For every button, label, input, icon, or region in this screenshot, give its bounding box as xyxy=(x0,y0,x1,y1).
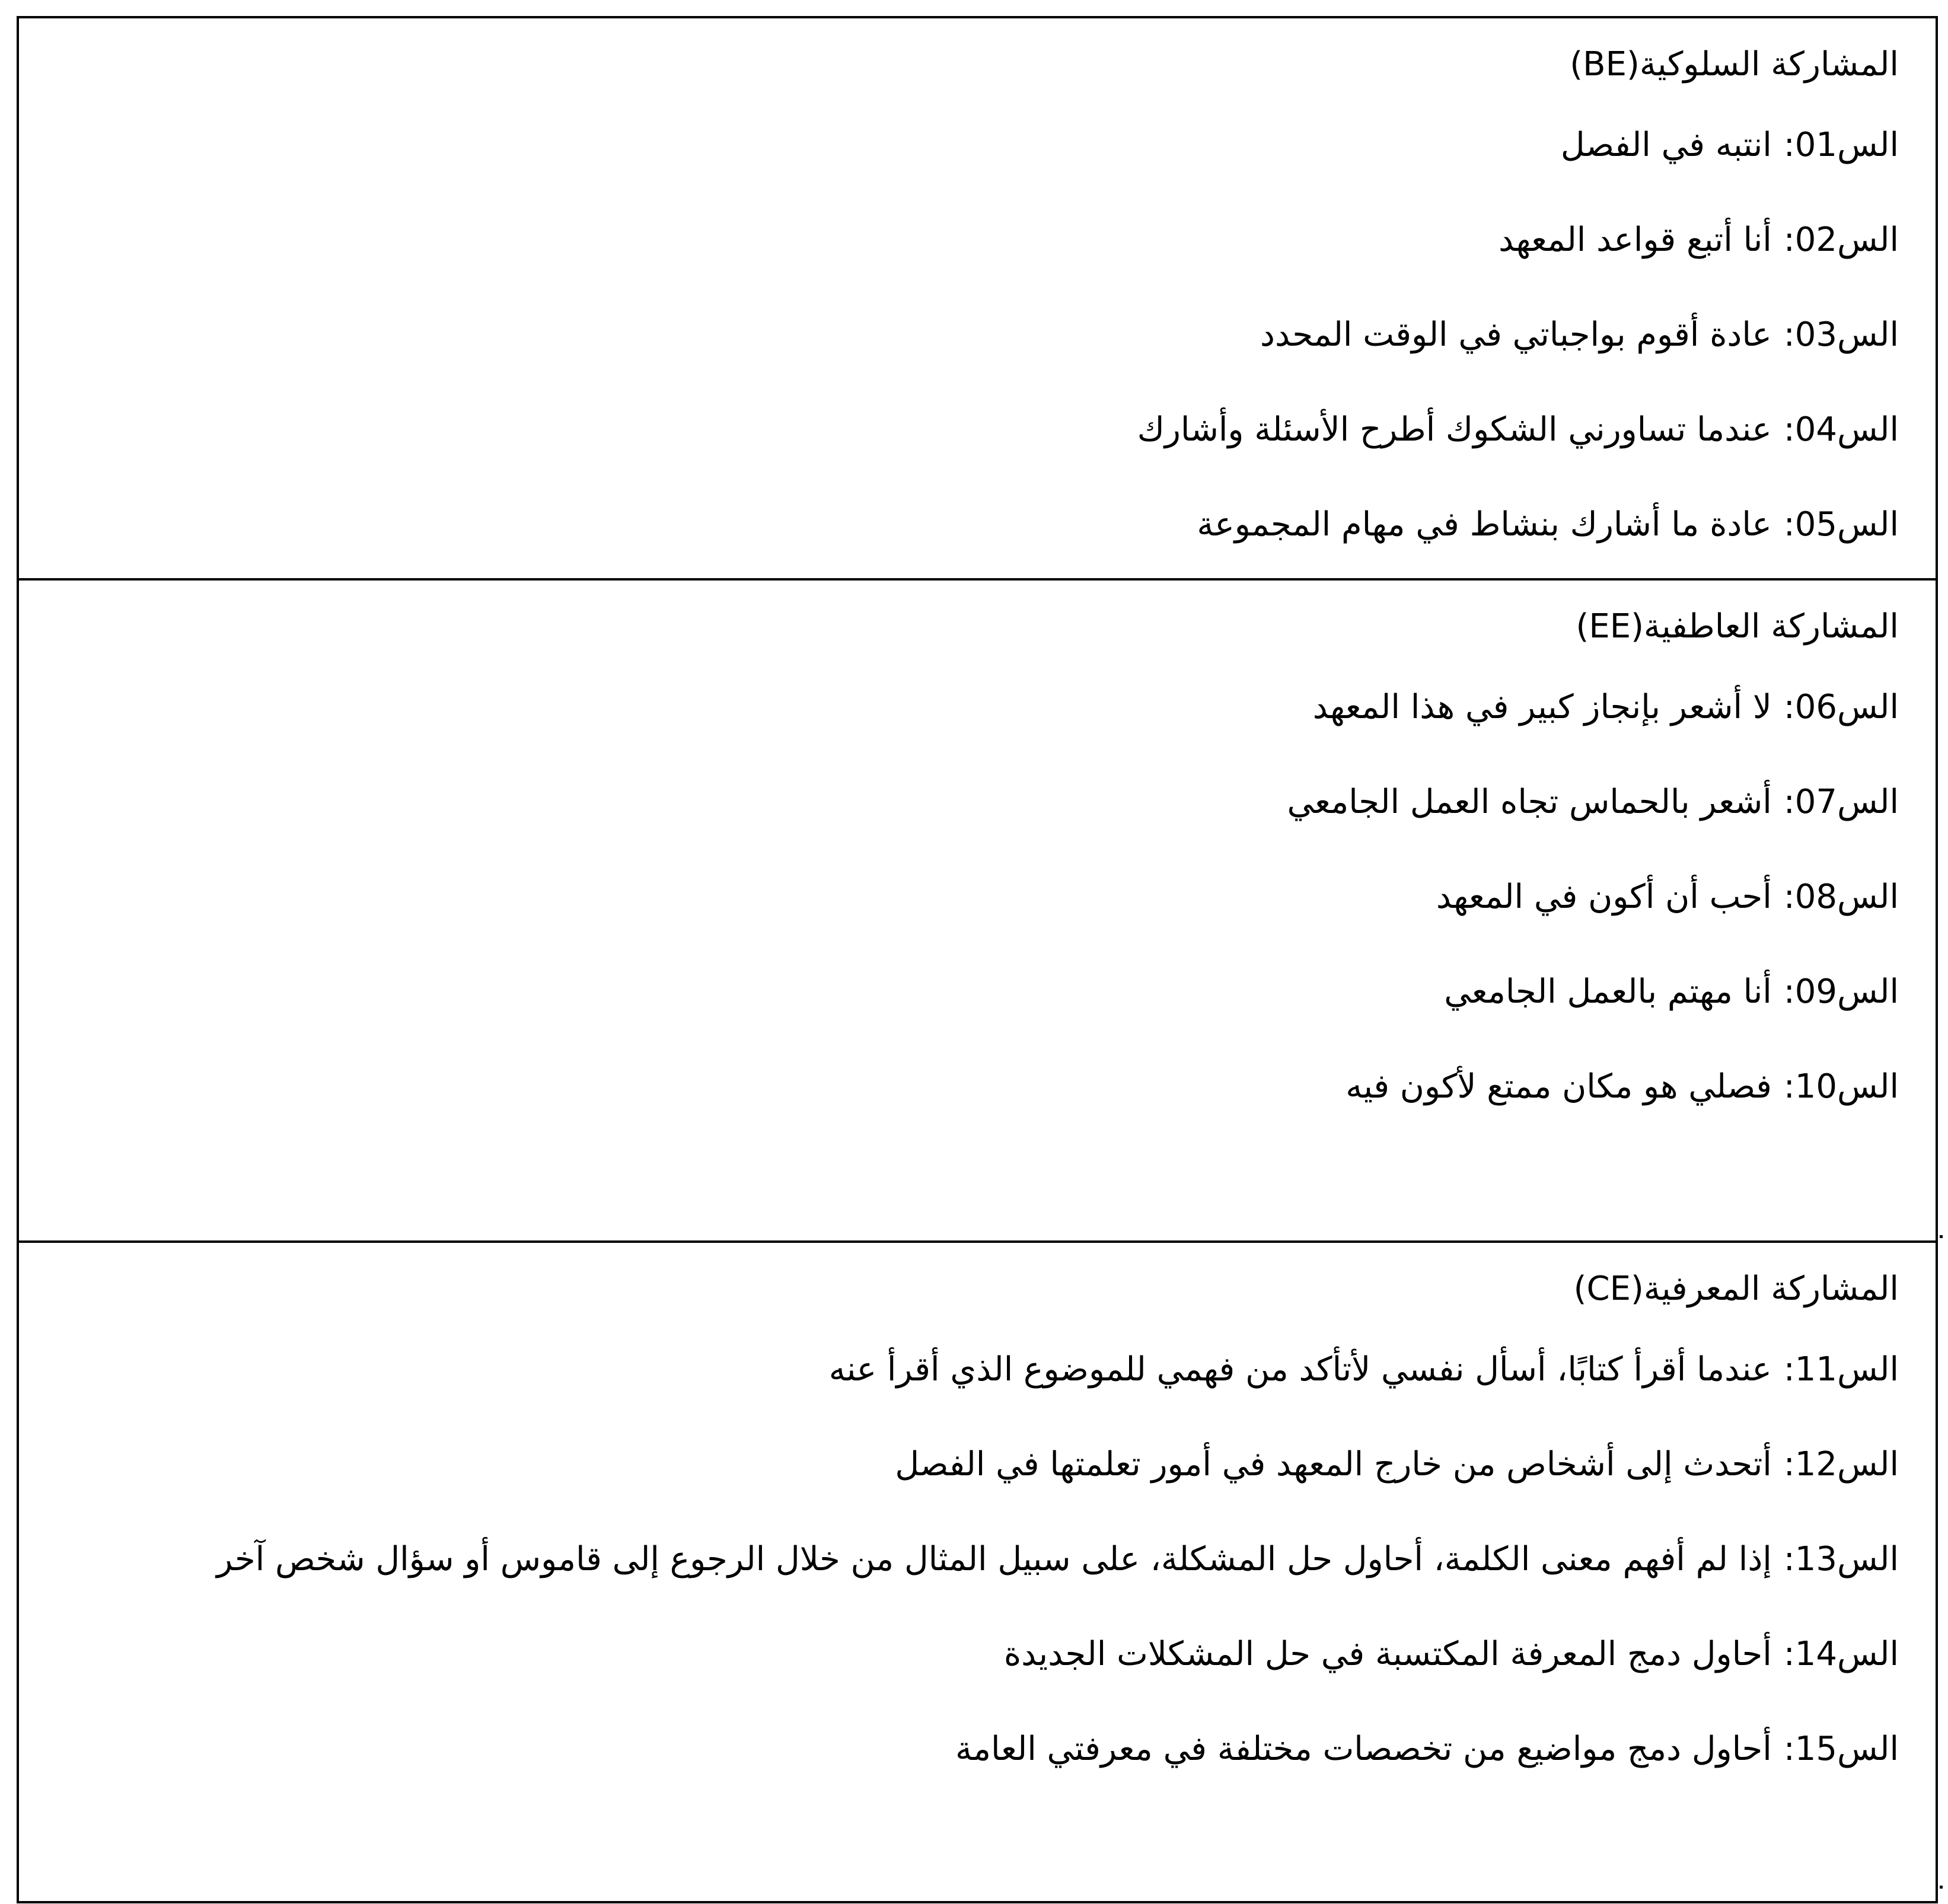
question-label: الس07: xyxy=(1783,783,1899,821)
section-title: المشاركة السلوكية(BE) xyxy=(1570,45,1899,84)
question-label: الس15: xyxy=(1783,1730,1899,1768)
question-label: الس12: xyxy=(1783,1445,1899,1484)
question-item xyxy=(37,850,1899,945)
section-title: المشاركة العاطفية(EE) xyxy=(1576,607,1899,646)
question-item xyxy=(37,1512,1899,1607)
question-item xyxy=(37,288,1899,382)
question-item xyxy=(37,1417,1899,1512)
question-item xyxy=(37,1702,1899,1797)
question-text: أحاول دمج مواضيع من تخصصات مختلفة في معرفتي العامة xyxy=(955,1730,1772,1768)
question-text: عادة ما أشارك بنشاط في مهام المجموعة xyxy=(1197,505,1772,544)
questionnaire-table xyxy=(17,16,1938,1903)
question-text: أنا مهتم بالعمل الجامعي xyxy=(1444,972,1772,1011)
question-label: الس09: xyxy=(1783,972,1899,1011)
question-label: الس10: xyxy=(1783,1067,1899,1106)
question-label: الس05: xyxy=(1783,505,1899,544)
question-text: أحب أن أكون في المعهد xyxy=(1436,878,1772,916)
question-item xyxy=(37,1322,1899,1417)
question-item xyxy=(37,193,1899,288)
question-label: الس01: xyxy=(1783,126,1899,164)
question-text: أشعر بالحماس تجاه العمل الجامعي xyxy=(1287,783,1772,821)
question-label: الس13: xyxy=(1783,1540,1899,1578)
question-item xyxy=(37,98,1899,193)
question-label: الس11: xyxy=(1783,1350,1899,1389)
stray-mark xyxy=(1940,1886,1943,1889)
question-item xyxy=(37,660,1899,755)
question-label: الس02: xyxy=(1783,221,1899,259)
question-label: الس04: xyxy=(1783,410,1899,449)
question-text: إذا لم أفهم معنى الكلمة، أحاول حل المشكلة، على سبيل المثال من خلال الرجوع إلى قاموس أو سؤال شخص آخر xyxy=(216,1540,1772,1578)
question-item xyxy=(37,477,1899,572)
question-text: أنا أتبع قواعد المعهد xyxy=(1499,221,1772,259)
question-label: الس08: xyxy=(1783,878,1899,916)
question-label: الس06: xyxy=(1783,688,1899,726)
question-text: عادة أقوم بواجباتي في الوقت المحدد xyxy=(1260,315,1772,354)
section-behavioral-engagement xyxy=(19,18,1936,578)
question-item xyxy=(37,945,1899,1039)
question-label: الس03: xyxy=(1783,315,1899,354)
stray-mark xyxy=(1940,1235,1943,1238)
question-label: الس14: xyxy=(1783,1635,1899,1673)
question-text: انتبه في الفصل xyxy=(1560,126,1772,164)
question-text: عندما أقرأ كتابًا، أسأل نفسي لأتأكد من فهمي للموضوع الذي أقرأ عنه xyxy=(828,1350,1772,1389)
question-text: أتحدث إلى أشخاص من خارج المعهد في أمور تعلمتها في الفصل xyxy=(895,1445,1772,1484)
section-emotional-engagement xyxy=(19,578,1936,1240)
question-item xyxy=(37,1607,1899,1702)
question-text: لا أشعر بإنجاز كبير في هذا المعهد xyxy=(1312,688,1772,726)
question-text: أحاول دمج المعرفة المكتسبة في حل المشكلات الجديدة xyxy=(1003,1635,1772,1673)
section-title: المشاركة المعرفية(CE) xyxy=(1573,1270,1899,1308)
question-item xyxy=(37,755,1899,850)
question-text: عندما تساورني الشكوك أطرح الأسئلة وأشارك xyxy=(1137,410,1772,449)
section-cognitive-engagement xyxy=(19,1240,1936,1901)
question-item xyxy=(37,1039,1899,1134)
question-item xyxy=(37,382,1899,477)
question-text: فصلي هو مكان ممتع لأكون فيه xyxy=(1346,1067,1772,1106)
